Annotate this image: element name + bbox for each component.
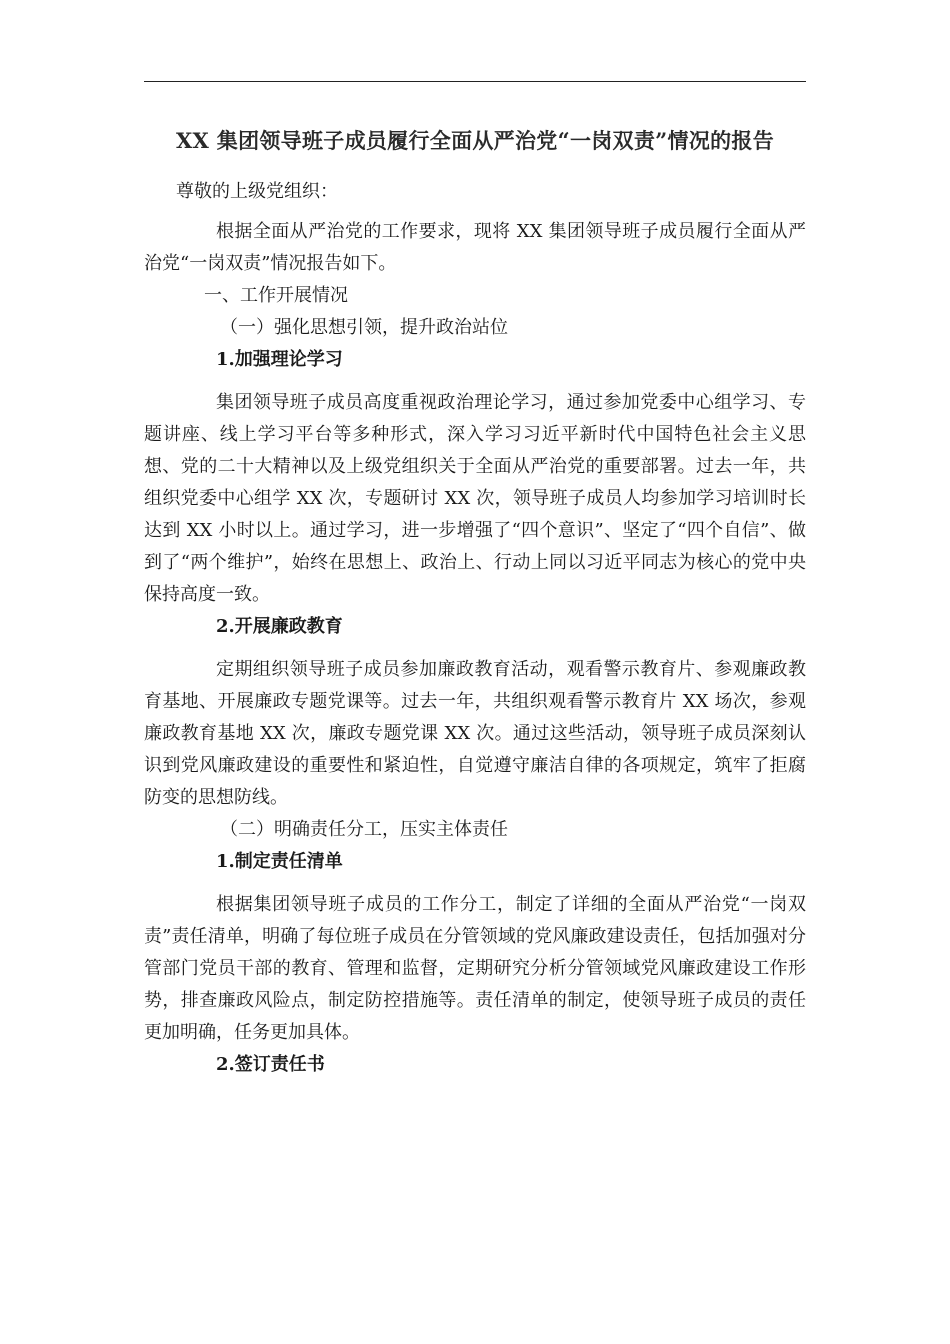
document-title: XX 集团领导班子成员履行全面从严治党“一岗双责”情况的报告 [175,128,775,153]
intro-paragraph: 根据全面从严治党的工作要求，现将 XX 集团领导班子成员履行全面从严治党“一岗双责”情况报告如下。 [144,221,806,274]
item-heading-2-2: 2.签订责任书 [216,1054,325,1075]
item-body-1-1: 集团领导班子成员高度重视政治理论学习，通过参加党委中心组学习、专题讲座、线上学习平台等多种形式，深入学习习近平新时代中国特色社会主义思想、党的二十大精神以及上级党组织关于全面从严治党的重要部署。过去一年，共组织党委中心组学 XX 次，专题研讨 XX 次，领导班子成员人均参加学习培训时长达到 XX 小时以上。通过学习，进一步增强了“四个意识”、坚定了“四个自信”、做到了“两个维护”，始终在思想上、政治上、行动上同以习近平同志为核心的党中央保持高度一致。 [144,392,806,605]
item-heading-2-1: 1.制定责任清单 [216,851,343,872]
document-body [144,118,806,1081]
item-body-2-1: 根据集团领导班子成员的工作分工，制定了详细的全面从严治党“一岗双责”责任清单，明确了每位班子成员在分管领域的党风廉政建设责任，包括加强对分管部门党员干部的教育、管理和监督，定期研究分析分管领域党风廉政建设工作形势，排查廉政风险点，制定防控措施等。责任清单的制定，使领导班子成员的责任更加明确，任务更加具体。 [144,894,806,1043]
item-heading-1-1: 1.加强理论学习 [216,349,343,370]
item-body-1-2: 定期组织领导班子成员参加廉政教育活动，观看警示教育片、参观廉政教育基地、开展廉政专题党课等。过去一年，共组织观看警示教育片 XX 场次，参观廉政教育基地 XX 次，廉政专题党课 XX 次。通过这些活动，领导班子成员深刻认识到党风廉政建设的重要性和紧迫性，自觉遵守廉洁自律的各项规定，筑牢了拒腐防变的思想防线。 [144,659,806,808]
item-heading-1-2: 2.开展廉政教育 [216,616,343,637]
subsection-heading-2: （二）明确责任分工，压实主体责任 [220,819,508,840]
header-rule [144,81,806,82]
section-heading-1: 一、工作开展情况 [204,285,348,306]
salutation: 尊敬的上级党组织： [176,181,338,202]
subsection-heading-1: （一）强化思想引领，提升政治站位 [220,317,508,338]
